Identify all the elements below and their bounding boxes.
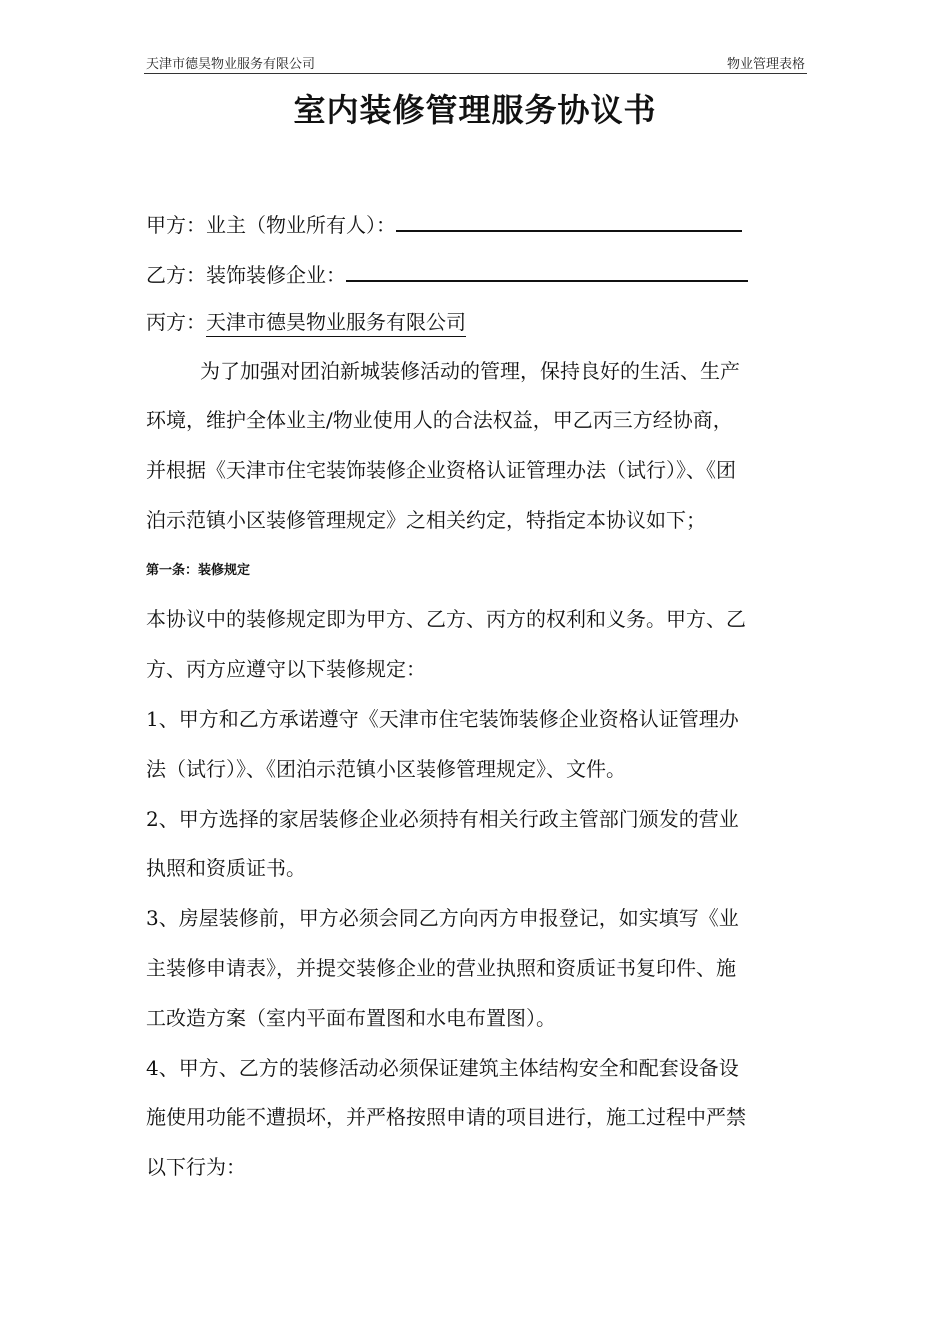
party-c-label: 丙方：: [146, 310, 206, 334]
article-line: 本协议中的装修规定即为甲方、乙方、丙方的权利和义务。甲方、乙: [146, 607, 746, 631]
intro-line: 泊示范镇小区装修管理规定》之相关约定，特指定本协议如下；: [146, 508, 706, 532]
article-line: 主装修申请表》，并提交装修企业的营业执照和资质证书复印件、施: [146, 956, 736, 980]
article-line: 4、甲方、乙方的装修活动必须保证建筑主体结构安全和配套设备设: [146, 1056, 739, 1080]
article-line: 法（试行）》、《团泊示范镇小区装修管理规定》、文件。: [146, 757, 626, 781]
article-line: 2、甲方选择的家居装修企业必须持有相关行政主管部门颁发的营业: [146, 807, 739, 831]
article-1-heading: 第一条：装修规定: [146, 563, 251, 578]
article-line: 执照和资质证书。: [146, 856, 306, 880]
article-line: 1、甲方和乙方承诺遵守《天津市住宅装饰装修企业资格认证管理办: [146, 707, 739, 731]
party-c-name: 天津市德昊物业服务有限公司: [206, 310, 466, 337]
article-line: 工改造方案（室内平面布置图和水电布置图）。: [146, 1006, 556, 1030]
intro-line: 环境，维护全体业主/物业使用人的合法权益，甲乙丙三方经协商，: [146, 408, 733, 432]
party-b-label: 乙方：装饰装修企业：: [146, 263, 346, 287]
party-a-line: [146, 208, 742, 239]
party-b-blank: [346, 258, 748, 282]
header-company: 天津市德昊物业服务有限公司: [146, 57, 316, 72]
article-line: 以下行为：: [146, 1155, 246, 1179]
article-line: 施使用功能不遭损坏，并严格按照申请的项目进行，施工过程中严禁: [146, 1105, 746, 1129]
article-line: 方、丙方应遵守以下装修规定：: [146, 657, 426, 681]
party-b-line: [146, 258, 748, 289]
party-a-blank: [396, 208, 742, 232]
intro-line: 并根据《天津市住宅装饰装修企业资格认证管理办法（试行）》、《团: [146, 458, 736, 482]
header-category: 物业管理表格: [726, 57, 805, 72]
header-divider: [144, 73, 807, 74]
article-line: 3、房屋装修前，甲方必须会同乙方向丙方申报登记，如实填写《业: [146, 906, 739, 930]
party-c-line: [146, 308, 466, 336]
document-title: 室内装修管理服务协议书: [293, 91, 657, 129]
intro-line: 为了加强对团泊新城装修活动的管理，保持良好的生活、生产: [200, 359, 740, 383]
party-a-label: 甲方：业主（物业所有人）：: [146, 213, 396, 237]
